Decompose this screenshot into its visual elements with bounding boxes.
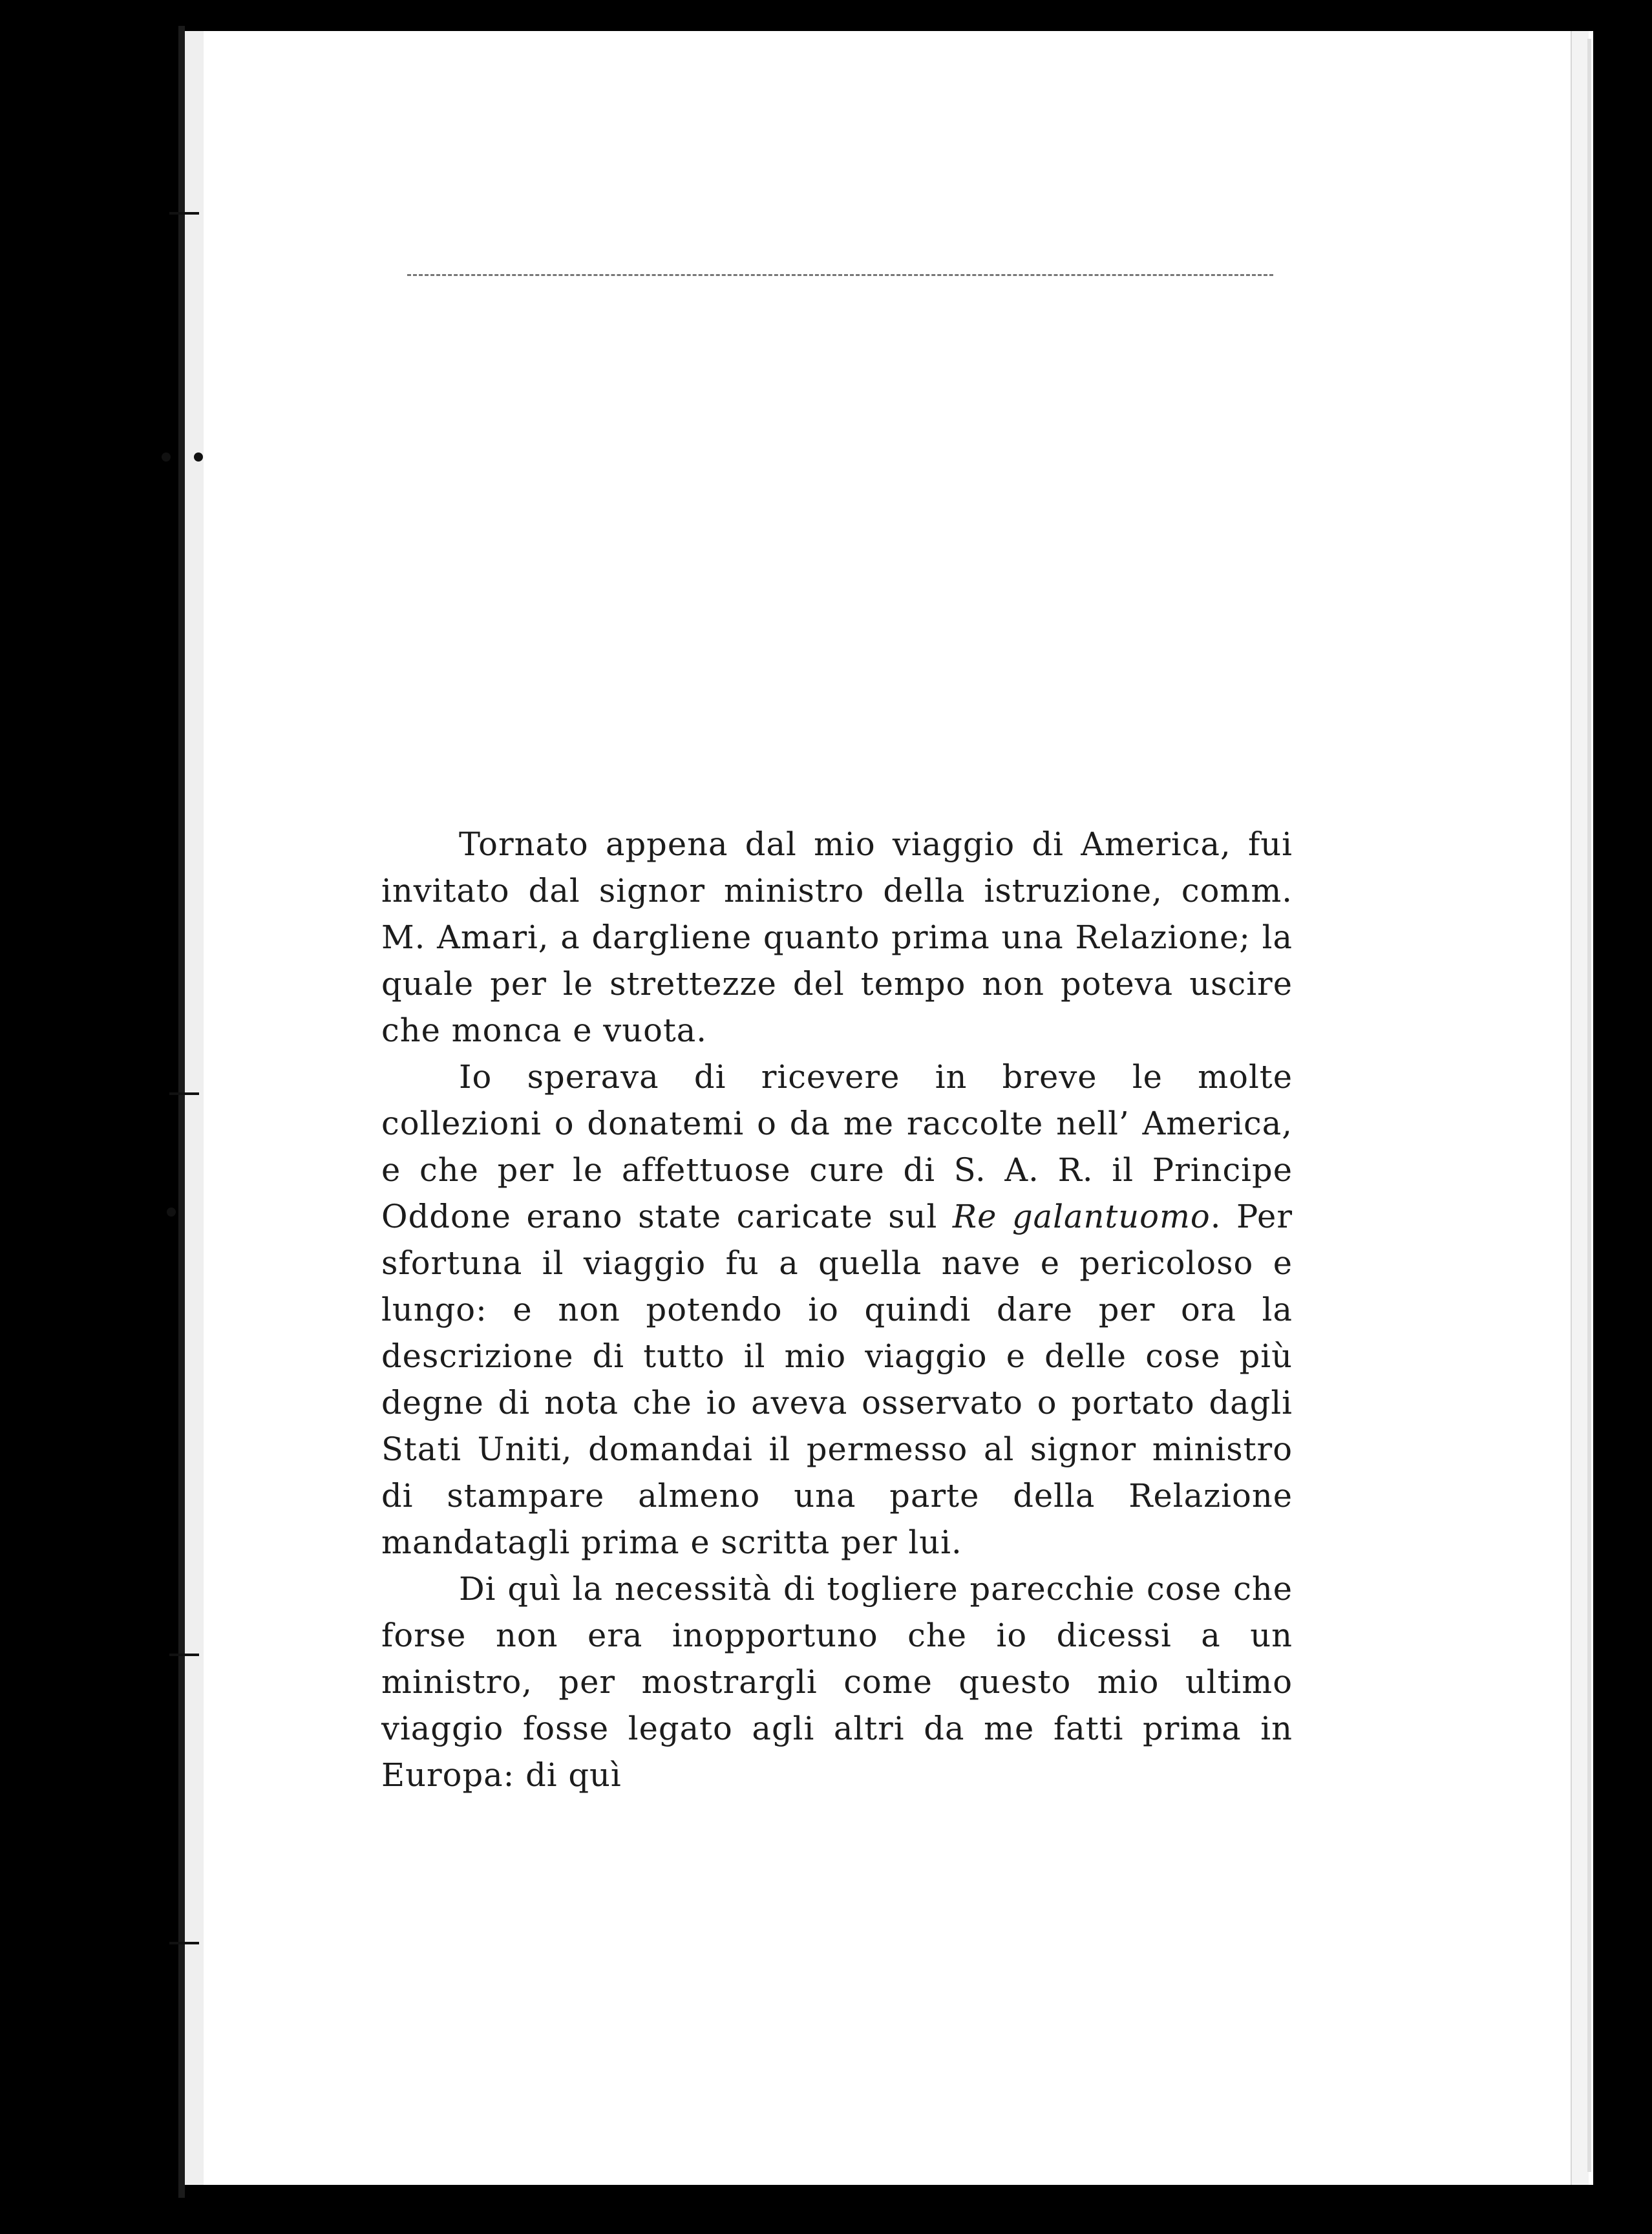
paragraph-1 (381, 821, 1293, 1054)
scan-border-top (0, 0, 1652, 32)
paragraph-3 (381, 1566, 1293, 1798)
page-edge (1571, 31, 1589, 2185)
ship-name: Re galantuomo (952, 1198, 1211, 1235)
paragraph-2-text-before: Io sperava di ricevere in breve le molte collezioni o donatemi o da me raccolte nell’ America, e che per le affettuose cure di S. A. R. il Principe Oddone erano state caricate sul (381, 1058, 1293, 1235)
binding-hole (194, 452, 203, 462)
binding-stitch (169, 1092, 199, 1095)
book-spine (178, 26, 185, 2198)
binding-stitch (169, 1654, 199, 1656)
header-rule (407, 274, 1273, 276)
paragraph-1-text: Tornato appena dal mio viaggio di America, fui invitato dal signor ministro della istruzione, comm. M. Amari, a dargliene quanto prima una Relazione; la quale per le strettezze del tempo non poteva uscire che monca e vuota. (381, 825, 1293, 1049)
body-text (381, 821, 1293, 1798)
paragraph-2 (381, 1054, 1293, 1566)
page-edge-shadow (1587, 39, 1591, 2172)
paragraph-2-text-after: . Per sfortuna il viaggio fu a quella nave e pericoloso e lungo: e non potendo io quindi dare per ora la descrizione di tutto il mio viaggio e delle cose più degne di nota che io aveva osservato o portato dagli Stati Uniti, domandai il permesso al signor ministro di stampare almeno una parte della Relazione mandatagli prima e scritta per lui. (381, 1198, 1293, 1561)
paragraph-3-text: Di quì la necessità di togliere parecchie cose che forse non era inopportuno che io dicessi a un ministro, per mostrargli come questo mio ultimo viaggio fosse legato agli altri da me fatti prima in Europa: di quì (381, 1570, 1293, 1794)
binding-hole (162, 452, 171, 462)
binding-stitch (169, 1942, 199, 1944)
binding-stitch (169, 212, 199, 215)
binding-hole (167, 1207, 176, 1217)
page-gutter (184, 31, 204, 2185)
